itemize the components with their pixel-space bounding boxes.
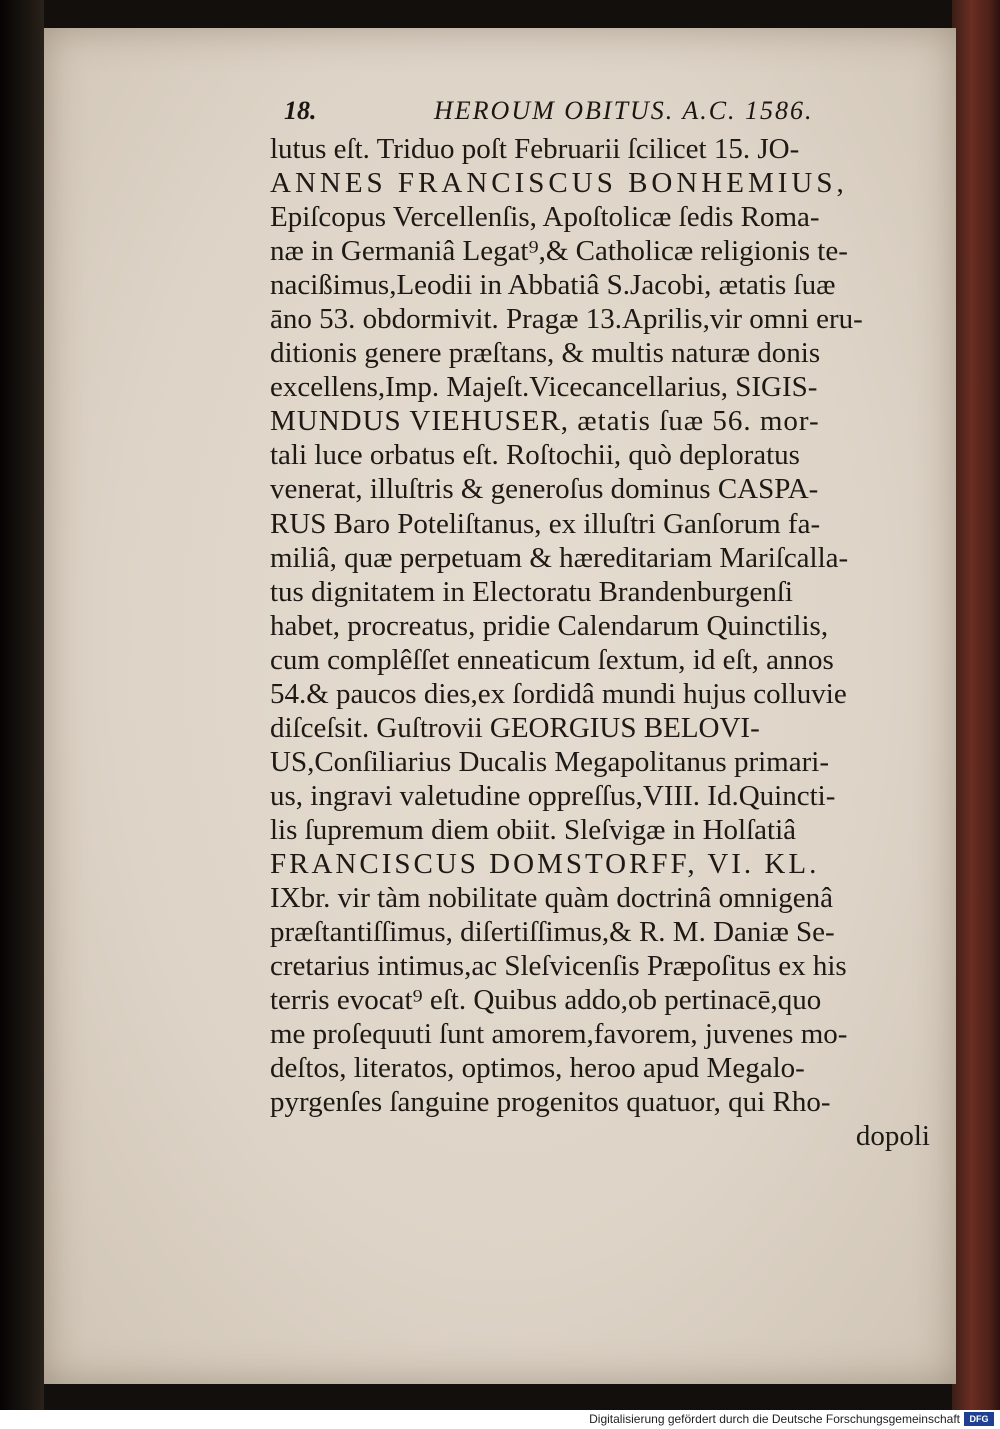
page-header <box>284 96 884 136</box>
text-line: venerat, illuſtris & generoſus dominus CASPA- <box>270 473 819 506</box>
text-line: āno 53. obdormivit. Pragæ 13.Aprilis,vir omni eru- <box>270 303 863 336</box>
text-line: lis ſupremum diem obiit. Sleſvigæ in Holſatiâ <box>270 813 796 846</box>
text-line: nacißimus,Leodii in Abbatiâ S.Jacobi, ætatis ſuæ <box>270 269 836 302</box>
text-line: lutus eſt. Triduo poſt Februarii ſcilicet 15. JO- <box>270 133 800 165</box>
dfg-logo: DFG <box>964 1412 994 1426</box>
text-line: ditionis genere præſtans, & multis naturæ donis <box>270 337 821 370</box>
text-line: Epiſcopus Vercellenſis, Apoſtolicæ ſedis Roma- <box>270 201 820 234</box>
text-line: cretarius intimus,ac Sleſvicenſis Præpoſitus ex his <box>270 950 847 983</box>
book-cover-edge-right <box>952 0 1000 1410</box>
text-line: me proſequuti ſunt amorem,favorem, juvenes mo- <box>270 1018 848 1051</box>
running-head: HEROUM OBITUS. A.C. 1586. <box>434 96 814 125</box>
text-line: tali luce orbatus eſt. Roſtochii, quò deploratus <box>270 439 800 472</box>
text-line: deſtos, literatos, optimos, heroo apud Megalo- <box>270 1052 805 1085</box>
text-line: habet, procreatus, pridie Calendarum Quinctilis, <box>270 609 829 642</box>
text-line: FRANCISCUS DOMSTORFF, VI. KL. <box>270 847 820 880</box>
text-line: excellens,Imp. Majeſt.Vicecancellarius, SIGIS- <box>270 371 818 404</box>
text-line: ANNES FRANCISCUS BONHEMIUS, <box>270 167 848 200</box>
text-line: miliâ, quæ perpetuam & hæreditariam Mariſcalla- <box>270 541 849 574</box>
book-binding-left <box>0 0 44 1410</box>
text-line: næ in Germaniâ Legat⁹,& Catholicæ religionis te- <box>270 235 848 268</box>
funding-credit: Digitalisierung gefördert durch die Deutsche Forschungsgemeinschaft <box>589 1412 960 1426</box>
body-text <box>270 132 952 1153</box>
catchword: dopoli <box>855 1120 930 1153</box>
text-line: pyrgenſes ſanguine progenitos quatuor, qui Rho- <box>270 1086 831 1119</box>
page-number: 18. <box>284 96 317 125</box>
text-line: 54.& paucos dies,ex ſordidâ mundi hujus colluvie <box>270 677 847 710</box>
text-line: us, ingravi valetudine oppreſſus,VIII. Id.Quincti- <box>270 779 836 812</box>
text-line: MUNDUS VIEHUSER, ætatis ſuæ 56. mor- <box>270 405 820 438</box>
digitization-footer <box>0 1410 1000 1429</box>
text-line: US,Conſiliarius Ducalis Megapolitanus primari- <box>270 745 829 778</box>
text-line: tus dignitatem in Electoratu Brandenburgenſi <box>270 575 793 608</box>
text-line: terris evocat⁹ eſt. Quibus addo,ob pertinacē,quo <box>270 984 822 1017</box>
text-line: cum complêſſet enneaticum ſextum, id eſt, annos <box>270 643 834 676</box>
text-line: RUS Baro Poteliſtanus, ex illuſtri Ganſorum fa- <box>270 507 821 540</box>
text-line: IXbr. vir tàm nobilitate quàm doctrinâ omnigenâ <box>270 882 833 915</box>
text-line: præſtantiſſimus, diſertiſſimus,& R. M. Daniæ Se- <box>270 916 835 949</box>
text-line: diſceſsit. Guſtrovii GEORGIUS BELOVI- <box>270 711 760 744</box>
